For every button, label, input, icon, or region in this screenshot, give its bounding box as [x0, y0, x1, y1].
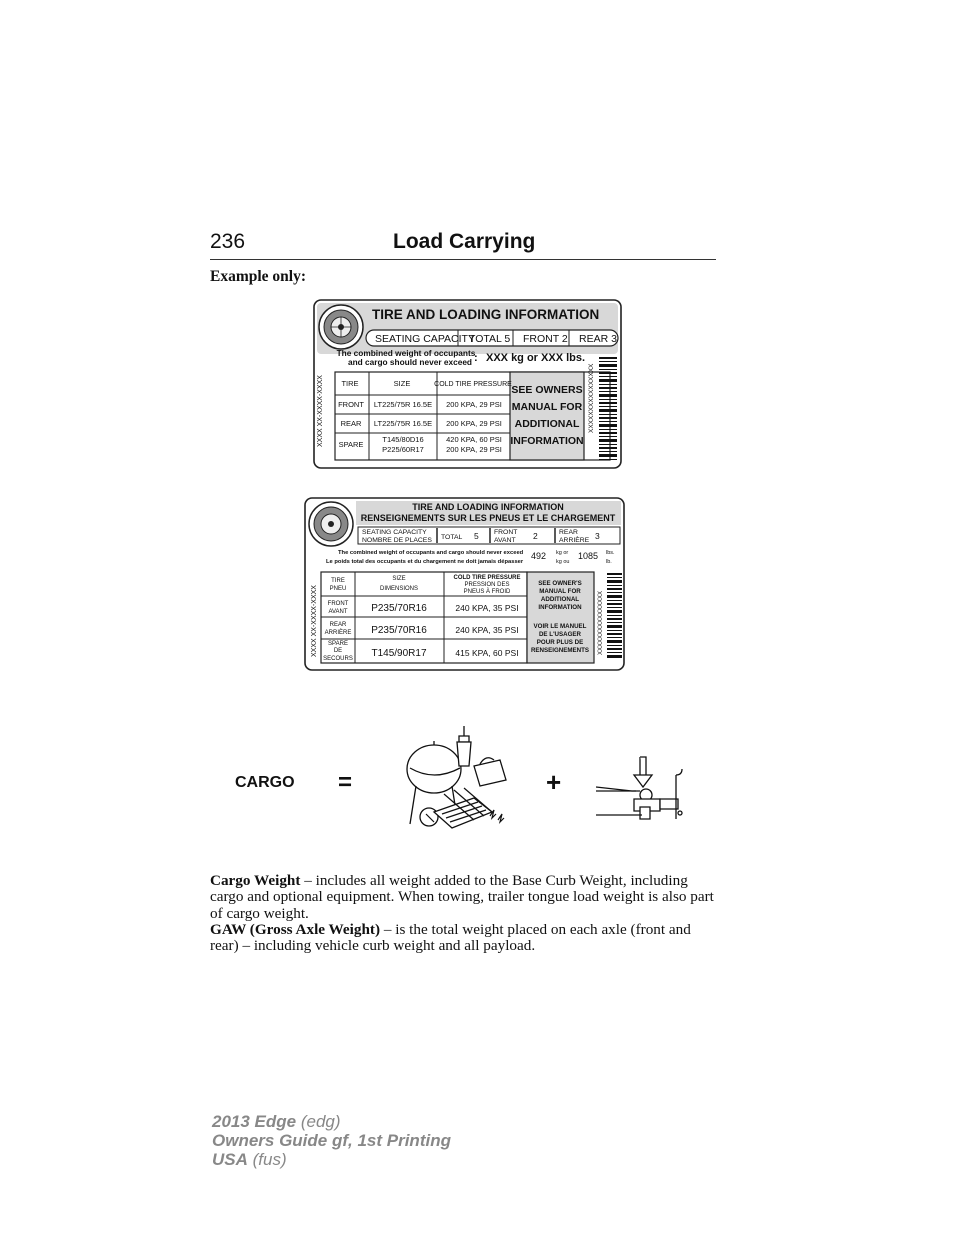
label1-row2-size: LT225/75R 16.5E: [373, 419, 433, 428]
label1-title: TIRE AND LOADING INFORMATION: [372, 307, 600, 322]
label2-total: TOTAL: [441, 534, 463, 541]
label2-col-tire2: PNEU: [329, 586, 347, 592]
label2-title1: TIRE AND LOADING INFORMATION: [412, 502, 564, 512]
footer-guide: Owners Guide gf, 1st Printing: [212, 1131, 451, 1150]
label1-seating: SEATING CAPACITY: [375, 333, 475, 345]
label1-row3-size2: P225/60R17: [382, 445, 424, 454]
cargo-weight-term: Cargo Weight: [210, 872, 301, 889]
label1-see4: INFORMATION: [510, 435, 584, 447]
label2-see6: DE L'USAGER: [538, 631, 582, 638]
label2-front2: AVANT: [494, 537, 516, 544]
cargo-label: CARGO: [235, 774, 295, 791]
label2-r1a: FRONT: [327, 601, 349, 607]
label2-total-val: 5: [474, 531, 479, 541]
label2-r3a: SPARE: [328, 641, 348, 647]
label1-see1: SEE OWNERS: [511, 384, 583, 396]
label1-col-pressure: COLD TIRE PRESSURE: [434, 381, 512, 388]
label2-see7: POUR PLUS DE: [536, 639, 584, 646]
label2-r1size: P235/70R16: [371, 603, 427, 614]
example-label: Example only:: [210, 268, 307, 285]
label2-r3size: T145/90R17: [371, 648, 427, 659]
label2-lb: lb.: [606, 559, 612, 565]
label2-col-size1: SIZE: [392, 576, 406, 582]
label1-side-code: XXXX XX-XXXX-XXXX: [317, 375, 324, 447]
footer-line-2: [212, 1131, 451, 1150]
page-number: 236: [210, 230, 246, 253]
footer-model-code: (edg): [296, 1112, 341, 1131]
label1-front: FRONT 2: [523, 333, 568, 345]
plus-sign: +: [546, 767, 562, 797]
label2-kg-or: kg or: [556, 550, 569, 556]
label2-r2b: ARRIÈRE: [324, 630, 352, 636]
footer-model: 2013 Edge: [212, 1112, 297, 1131]
label2-lbs: lbs.: [606, 550, 615, 556]
label2-combined-fr: Le poids total des occupants et du chargement ne doit jamais dépasser: [326, 559, 524, 565]
body-text: [210, 873, 720, 954]
footer-line-1: [212, 1112, 451, 1131]
label1-see3: ADDITIONAL: [514, 418, 580, 430]
label2-col-p2: PRESSION DES: [464, 582, 510, 588]
cargo-weight-paragraph: [210, 873, 720, 922]
tire-label-english: [313, 299, 623, 470]
label2-see2: ADDITIONAL: [540, 596, 580, 603]
label2-r3p: 415 KPA, 60 PSI: [455, 648, 519, 658]
label1-row3-pressure1: 420 KPA, 60 PSI: [446, 435, 502, 444]
label2-front1: FRONT: [494, 529, 518, 536]
gaw-definition: – is the total weight placed on each axle (front and rear) – including vehicle curb weight and all payload.: [210, 920, 691, 955]
label2-see0: SEE OWNER'S: [538, 580, 582, 587]
page-title: Load Carrying: [393, 230, 536, 253]
label2-col-tire1: TIRE: [331, 578, 345, 584]
label1-combined-1: The combined weight of occupants: [336, 348, 476, 358]
label2-see8: RENSEIGNEMENTS: [530, 647, 590, 654]
label2-r2a: REAR: [329, 622, 347, 628]
footer: [212, 1112, 451, 1169]
label2-rear2: ARRIÈRE: [559, 537, 590, 544]
label2-seat2: NOMBRE DE PLACES: [362, 537, 432, 544]
label2-col-p3: PNEUS À FROID: [463, 589, 511, 595]
label1-barcode-text: XXXXXXXXXXXXXXXX: [588, 363, 595, 433]
label1-see2: MANUAL FOR: [511, 401, 583, 413]
footer-region: USA: [212, 1150, 248, 1169]
label2-title2: RENSEIGNEMENTS SUR LES PNEUS ET LE CHARGEMENT: [360, 513, 616, 523]
label2-r1p: 240 KPA, 35 PSI: [455, 603, 519, 613]
label1-row3-pressure2: 200 KPA, 29 PSI: [446, 445, 502, 454]
label1-weight: XXX kg or XXX lbs.: [486, 352, 586, 364]
tire-icon: [319, 305, 363, 349]
tire-icon: [309, 502, 353, 546]
label2-side-code: XXXX XX-XXXX-XXXX: [311, 585, 318, 657]
label2-see3: INFORMATION: [538, 604, 582, 611]
label1-rear: REAR 3: [579, 333, 617, 345]
label1-row1-size: LT225/75R 16.5E: [373, 400, 433, 409]
label2-rear1: REAR: [559, 529, 578, 536]
label2-r3b: DE: [333, 648, 343, 654]
label1-row1-tire: FRONT: [338, 400, 364, 409]
header-rule: [210, 259, 716, 260]
label1-combined-2: and cargo should never exceed: [347, 357, 473, 367]
gaw-term: GAW (Gross Axle Weight): [210, 920, 381, 938]
label1-row3-tire: SPARE: [338, 440, 364, 449]
cargo-items-icon: [404, 724, 512, 834]
label2-col-size2: DIMENSIONS: [379, 586, 419, 592]
label1-col-tire: TIRE: [341, 379, 359, 388]
label2-see1: MANUAL FOR: [539, 588, 581, 595]
label2-lbs-val: 1085: [578, 551, 599, 561]
label2-seat1: SEATING CAPACITY: [362, 529, 427, 536]
label1-total: TOTAL 5: [469, 333, 511, 345]
label2-front-val: 2: [533, 531, 538, 541]
label2-combined-en: The combined weight of occupants and cargo should never exceed: [338, 550, 524, 556]
label2-kg-ou: kg ou: [556, 559, 570, 565]
footer-region-code: (fus): [247, 1150, 287, 1169]
barcode-icon: [607, 573, 622, 658]
label2-r2p: 240 KPA, 35 PSI: [455, 625, 519, 635]
label1-row2-tire: REAR: [340, 419, 362, 428]
label2-col-p1: COLD TIRE PRESSURE: [453, 575, 521, 581]
label1-row3-size1: T145/80D16: [382, 435, 424, 444]
label2-r3c: SECOURS: [323, 656, 353, 662]
label1-colon: :: [474, 352, 478, 364]
trailer-hitch-icon: [596, 755, 690, 822]
label2-r1b: AVANT: [328, 609, 348, 615]
label2-barcode-text: XXXXXXXXXXXXXXXX: [598, 590, 604, 655]
label1-row2-pressure: 200 KPA, 29 PSI: [446, 419, 502, 428]
label1-col-size: SIZE: [393, 379, 411, 388]
cargo-weight-definition: – includes all weight added to the Base Curb Weight, including cargo and optional equipment. When towing, trailer tongue load weight is also part of cargo weight.: [210, 872, 714, 922]
label2-r2size: P235/70R16: [371, 625, 427, 636]
label1-row1-pressure: 200 KPA, 29 PSI: [446, 400, 502, 409]
tire-label-bilingual: [304, 497, 626, 672]
gaw-paragraph: [210, 922, 720, 955]
label2-rear-val: 3: [595, 531, 600, 541]
equals-sign: =: [338, 769, 353, 796]
footer-line-3: [212, 1150, 451, 1169]
label2-see5: VOIR LE MANUEL: [533, 623, 587, 630]
label2-kg-val: 492: [531, 551, 547, 561]
